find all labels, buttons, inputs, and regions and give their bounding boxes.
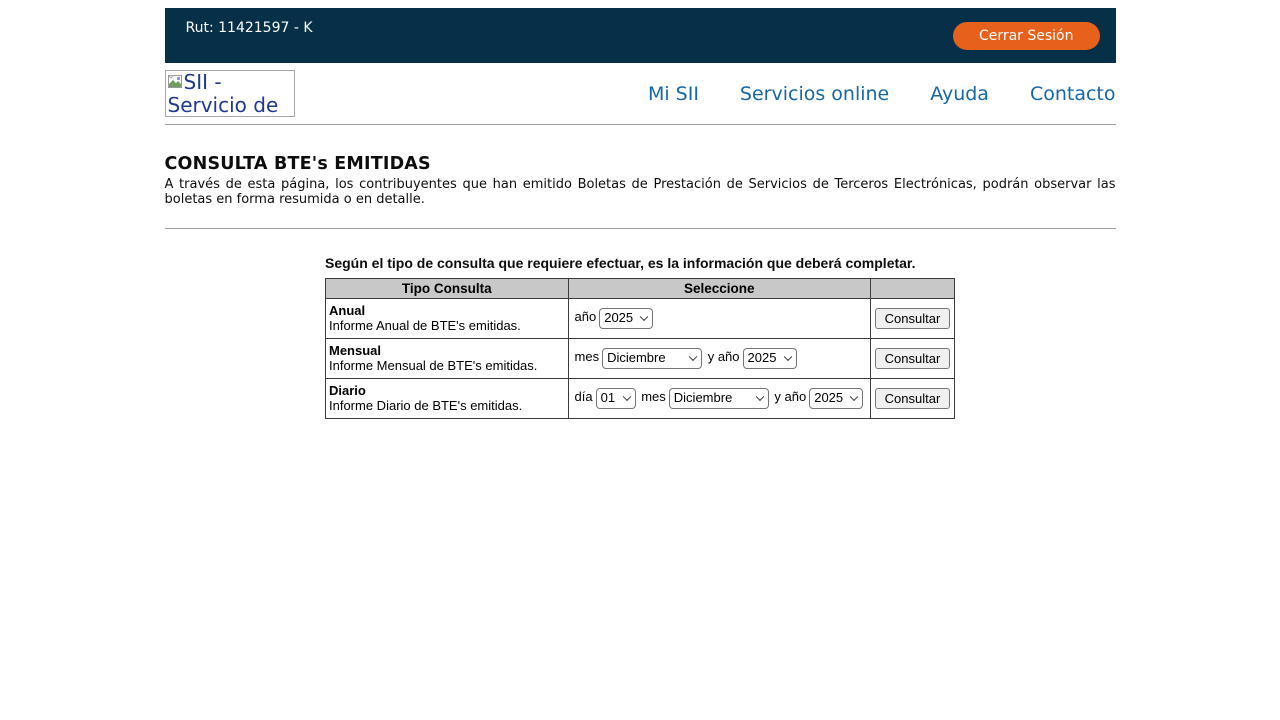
row-description: Informe Diario de BTE's emitidas. xyxy=(329,398,523,413)
broken-image-icon xyxy=(168,71,183,94)
nav-link-mi-sii[interactable]: Mi SII xyxy=(647,82,699,105)
diario-year-select[interactable] xyxy=(809,388,863,409)
table-header-row xyxy=(326,278,955,298)
logout-button[interactable]: Cerrar Sesión xyxy=(953,22,1100,50)
rut-label: Rut: 11421597 - K xyxy=(185,19,313,36)
mensual-action-cell xyxy=(871,338,955,378)
row-type-label: Anual xyxy=(329,303,366,318)
mensual-type-cell xyxy=(326,338,569,378)
table-row-anual xyxy=(326,298,955,338)
row-type-label: Diario xyxy=(329,383,366,398)
page-title: CONSULTA BTE's EMITIDAS xyxy=(164,154,431,174)
anual-action-cell xyxy=(871,298,955,338)
nav-link-servicios-online[interactable]: Servicios online xyxy=(739,82,890,105)
header-divider xyxy=(165,124,1116,125)
mensual-consultar-button[interactable]: Consultar xyxy=(875,348,950,369)
main-nav xyxy=(648,83,1116,105)
nav-link-contacto[interactable]: Contacto xyxy=(1029,82,1116,105)
diario-month-label: mes xyxy=(641,389,666,405)
mensual-select-cell xyxy=(568,338,870,378)
instruction-text: Según el tipo de consulta que requiere efectuar, es la información que deberá completar. xyxy=(325,255,916,271)
mensual-month-select[interactable] xyxy=(602,348,702,369)
diario-consultar-button[interactable]: Consultar xyxy=(875,388,950,409)
content-divider xyxy=(165,228,1116,229)
diario-year-label: y año xyxy=(774,389,807,405)
anual-year-select[interactable] xyxy=(599,308,653,329)
row-description: Informe Mensual de BTE's emitidas. xyxy=(329,358,538,373)
header-seleccione: Seleccione xyxy=(568,278,870,298)
mensual-year-label: y año xyxy=(707,349,740,365)
row-type-label: Mensual xyxy=(329,343,382,358)
row-description: Informe Anual de BTE's emitidas. xyxy=(329,318,521,333)
mensual-year-select[interactable] xyxy=(743,348,797,369)
session-topbar xyxy=(165,8,1116,63)
page-description: A través de esta página, los contribuyentes que han emitido Boletas de Prestación de Servicios de Terceros Electrónicas, podrán observar las boletas en forma resumida o en detalle. xyxy=(164,177,1116,207)
anual-select-cell xyxy=(568,298,870,338)
logo-alt-text: SII - Servicio de xyxy=(167,70,279,117)
diario-day-select[interactable] xyxy=(596,388,636,409)
page xyxy=(165,0,1116,419)
diario-action-cell xyxy=(871,378,955,418)
anual-type-cell xyxy=(326,298,569,338)
diario-month-select[interactable] xyxy=(669,388,769,409)
site-header xyxy=(165,63,1116,124)
mensual-month-label: mes xyxy=(574,349,600,365)
sii-logo-link[interactable] xyxy=(165,70,295,117)
header-actions xyxy=(871,278,955,298)
diario-day-label: día xyxy=(574,389,593,405)
diario-type-cell xyxy=(326,378,569,418)
anual-year-label: año xyxy=(574,309,597,325)
consulta-table xyxy=(325,278,955,419)
consulta-section xyxy=(325,256,955,419)
nav-link-ayuda[interactable]: Ayuda xyxy=(930,82,989,105)
table-row-mensual xyxy=(326,338,955,378)
header-tipo-consulta: Tipo Consulta xyxy=(326,278,569,298)
diario-select-cell xyxy=(568,378,870,418)
table-row-diario xyxy=(326,378,955,418)
anual-consultar-button[interactable]: Consultar xyxy=(875,308,950,329)
